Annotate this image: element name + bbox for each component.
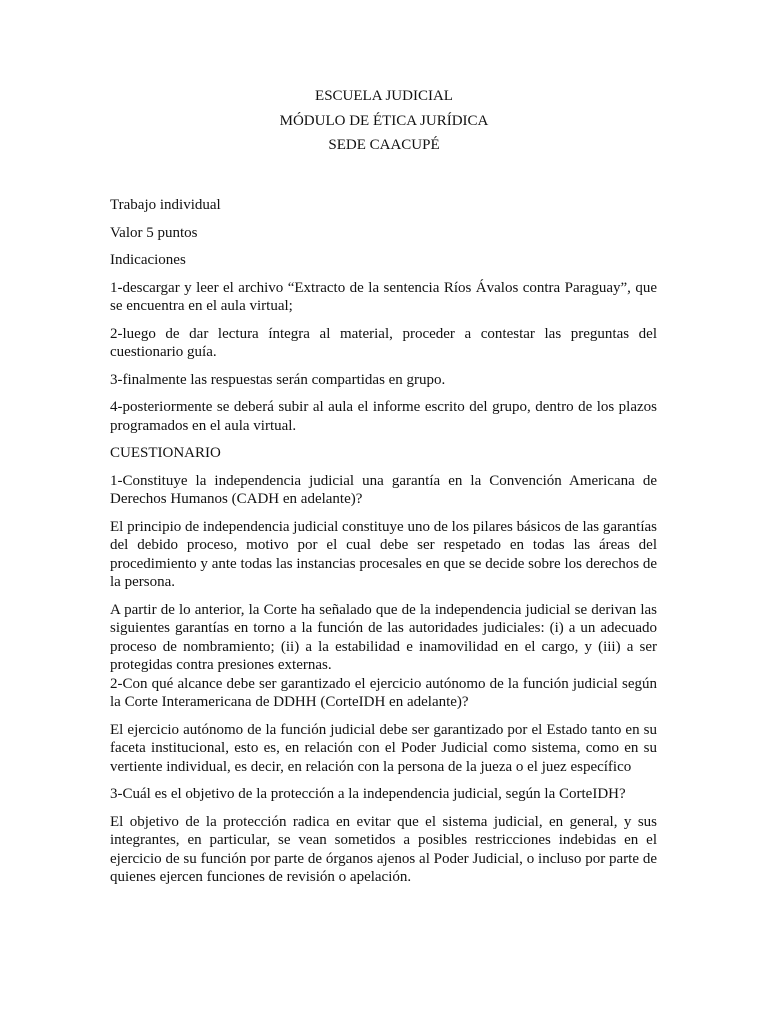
assignment-type: Trabajo individual	[110, 197, 221, 213]
question-3: 3-Cuál es el objetivo de la protección a la independencia judicial, según la CorteIDH?	[110, 786, 626, 802]
campus-title: SEDE CAACUPÉ	[328, 137, 440, 153]
answer-3: El objetivo de la protección radica en evitar que el sistema judicial, en general, y sus integrantes, en particular, se vean sometidos a posibles restricciones indebidas en el ejercicio de su función por parte de órganos ajenos al Poder Judicial, o incluso por parte de quienes ejercen funciones de revisión o apelación.	[110, 813, 657, 885]
document-body	[110, 196, 657, 896]
questionnaire-heading: CUESTIONARIO	[110, 445, 221, 461]
question-1: 1-Constituye la independencia judicial una garantía en la Convención Americana de Derechos Humanos (CADH en adelante)?	[110, 472, 657, 507]
instruction-3: 3-finalmente las respuestas serán compartidas en grupo.	[110, 371, 446, 388]
answer-1-paragraph-2: A partir de lo anterior, la Corte ha señalado que de la independencia judicial se derivan las siguientes garantías en torno a la función de las autoridades judiciales: (i) a un adecuado proceso de nombramiento; (ii) a la estabilidad e inamovilidad en el cargo, y (iii) a ser protegidas contra presiones externas.	[110, 601, 657, 673]
instruction-2: 2-luego de dar lectura íntegra al material, proceder a contestar las preguntas del cuestionario guía.	[110, 325, 657, 360]
document-header	[0, 84, 768, 158]
answer-1-paragraph-1: El principio de independencia judicial constituye uno de los pilares básicos de las garantías del debido proceso, motivo por el cual debe ser respetado en todas las áreas del procedimiento y ante todas las instancias procesales en que se decide sobre los derechos de la persona.	[110, 518, 657, 590]
instruction-4: 4-posteriormente se deberá subir al aula el informe escrito del grupo, dentro de los plazos programados en el aula virtual.	[110, 399, 657, 434]
question-2: 2-Con qué alcance debe ser garantizado el ejercicio autónomo de la función judicial según la Corte Interamericana de DDHH (CorteIDH en adelante)?	[110, 675, 657, 710]
module-title: MÓDULO DE ÉTICA JURÍDICA	[279, 112, 489, 129]
school-title: ESCUELA JUDICIAL	[315, 88, 453, 104]
instruction-1: 1-descargar y leer el archivo “Extracto de la sentencia Ríos Ávalos contra Paraguay”, que se encuentra en el aula virtual;	[110, 279, 657, 314]
instructions-heading: Indicaciones	[110, 252, 186, 268]
answer-2: El ejercicio autónomo de la función judicial debe ser garantizado por el Estado tanto en su faceta institucional, esto es, en relación con el Poder Judicial como sistema, como en su vertiente individual, es decir, en relación con la persona de la jueza o el juez específico	[110, 721, 657, 775]
assignment-value: Valor 5 puntos	[110, 224, 198, 241]
